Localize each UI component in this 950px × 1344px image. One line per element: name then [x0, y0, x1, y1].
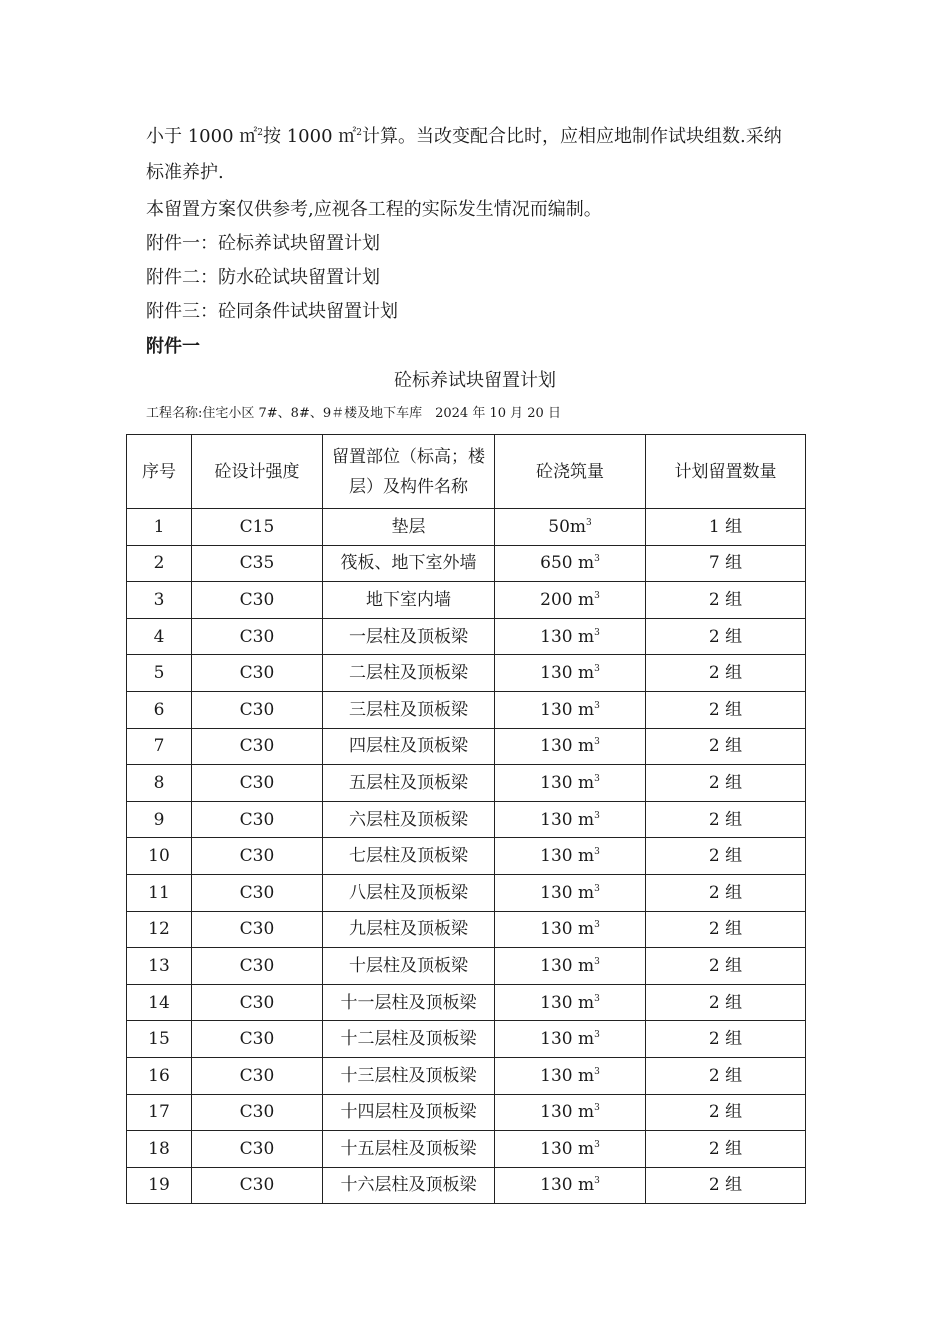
- attachment-item-3: 附件三：砼同条件试块留置计划: [146, 301, 398, 322]
- cell-volume: [495, 545, 646, 582]
- cell-quantity: [646, 509, 806, 546]
- cell-grade: [192, 509, 323, 546]
- cell-no-text: 9: [153, 809, 165, 830]
- cell-no-text: 14: [148, 992, 170, 1013]
- cell-quantity: [646, 1094, 806, 1131]
- cell-volume-text: 130 m: [540, 1175, 595, 1196]
- cell-quantity-text: 2 组: [708, 1102, 743, 1123]
- cell-location: [323, 1021, 495, 1058]
- cubic-superscript: 3: [594, 883, 600, 894]
- cell-location: [323, 1057, 495, 1094]
- intro-paragraph-line-1: [146, 120, 816, 154]
- cell-no: [127, 948, 192, 985]
- cell-volume: [495, 911, 646, 948]
- cell-location-text: 十一层柱及顶板梁: [340, 992, 477, 1013]
- cell-location: [323, 1131, 495, 1168]
- cell-no: [127, 655, 192, 692]
- cubic-superscript: 3: [594, 1139, 600, 1150]
- cell-volume-text: 130 m: [540, 772, 595, 793]
- cell-volume: [495, 1167, 646, 1204]
- cell-quantity: [646, 1021, 806, 1058]
- cell-volume: [495, 874, 646, 911]
- cell-no: [127, 1131, 192, 1168]
- cell-volume: [495, 691, 646, 728]
- cell-volume: [495, 765, 646, 802]
- cell-location: [323, 874, 495, 911]
- table-row: [127, 874, 806, 911]
- cell-location: [323, 948, 495, 985]
- cell-volume: [495, 1021, 646, 1058]
- cell-grade: [192, 801, 323, 838]
- cell-quantity-text: 2 组: [708, 626, 743, 647]
- table-body: [127, 509, 806, 1204]
- cell-no: [127, 691, 192, 728]
- cell-no: [127, 509, 192, 546]
- cell-no: [127, 618, 192, 655]
- cell-volume: [495, 948, 646, 985]
- cell-quantity: [646, 948, 806, 985]
- header-location: 留置部位（标高；楼层）及构件名称: [323, 435, 495, 509]
- cell-grade: [192, 1167, 323, 1204]
- cell-no: [127, 801, 192, 838]
- cubic-superscript: 3: [594, 1030, 600, 1041]
- cell-volume-text: 130 m: [540, 736, 595, 757]
- cell-quantity-text: 2 组: [708, 663, 743, 684]
- cell-grade: [192, 1094, 323, 1131]
- cell-location-text: 四层柱及顶板梁: [349, 736, 468, 757]
- header-quantity: 计划留置数量: [646, 435, 806, 509]
- cell-location-text: 筏板、地下室外墙: [340, 553, 477, 574]
- table-row: [127, 582, 806, 619]
- cell-volume-text: 130 m: [540, 1065, 595, 1086]
- cell-quantity: [646, 765, 806, 802]
- project-info-line: 工程名称:住宅小区 7#、8#、9＃楼及地下车库 2024 年 10 月 20 日: [146, 406, 561, 421]
- cell-grade-text: C30: [239, 626, 275, 647]
- cell-volume-text: 50m: [548, 516, 587, 537]
- table-row: [127, 691, 806, 728]
- cell-no-text: 18: [148, 1138, 170, 1159]
- cell-volume-text: 130 m: [540, 809, 595, 830]
- cell-quantity-text: 2 组: [708, 846, 743, 867]
- table-row: [127, 1057, 806, 1094]
- cell-grade: [192, 874, 323, 911]
- cell-location: [323, 618, 495, 655]
- cell-no: [127, 765, 192, 802]
- table-row: [127, 765, 806, 802]
- table-row: [127, 545, 806, 582]
- cell-quantity-text: 2 组: [708, 882, 743, 903]
- cell-no-text: 5: [153, 663, 165, 684]
- cell-grade-text: C30: [239, 772, 275, 793]
- cell-quantity: [646, 728, 806, 765]
- cell-quantity-text: 2 组: [708, 919, 743, 940]
- table-row: [127, 509, 806, 546]
- cell-location-text: 三层柱及顶板梁: [349, 699, 468, 720]
- cell-no: [127, 911, 192, 948]
- intro-text-c: 计算。当改变配合比时，应相应地制作试块组数.采纳: [362, 126, 782, 147]
- cell-no-text: 6: [153, 699, 165, 720]
- cubic-superscript: 3: [594, 627, 600, 638]
- cell-location: [323, 838, 495, 875]
- intro-paragraph-line-3: 本留置方案仅供参考,应视各工程的实际发生情况而编制。: [146, 199, 602, 220]
- cell-no-text: 10: [148, 846, 170, 867]
- cell-location-text: 五层柱及顶板梁: [349, 772, 468, 793]
- cell-location-text: 八层柱及顶板梁: [349, 882, 468, 903]
- cell-no: [127, 1021, 192, 1058]
- specimen-plan-table: [126, 434, 806, 1204]
- cell-location-text: 九层柱及顶板梁: [349, 919, 468, 940]
- cubic-superscript: 3: [594, 810, 600, 821]
- cell-grade: [192, 618, 323, 655]
- cell-no-text: 16: [148, 1065, 170, 1086]
- cell-location: [323, 1167, 495, 1204]
- cell-quantity: [646, 582, 806, 619]
- cell-no-text: 19: [148, 1175, 170, 1196]
- cubic-superscript: 3: [594, 1066, 600, 1077]
- cell-volume-text: 130 m: [540, 919, 595, 940]
- cubic-superscript: 3: [594, 737, 600, 748]
- cell-location: [323, 545, 495, 582]
- cell-quantity: [646, 801, 806, 838]
- cell-quantity: [646, 984, 806, 1021]
- cell-grade-text: C30: [239, 919, 275, 940]
- cell-location-text: 垫层: [391, 516, 426, 537]
- cell-location-text: 十六层柱及顶板梁: [340, 1175, 477, 1196]
- cell-quantity-text: 2 组: [708, 1175, 743, 1196]
- cell-location-text: 六层柱及顶板梁: [349, 809, 468, 830]
- cell-no-text: 11: [148, 882, 170, 903]
- cell-volume: [495, 984, 646, 1021]
- cell-location: [323, 509, 495, 546]
- header-volume: 砼浇筑量: [495, 435, 646, 509]
- cell-grade-text: C30: [239, 1138, 275, 1159]
- cell-grade: [192, 984, 323, 1021]
- cell-no: [127, 1094, 192, 1131]
- cell-volume-text: 130 m: [540, 626, 595, 647]
- intro-text-a: 小于 1000 ㎡: [146, 126, 258, 147]
- cell-no: [127, 582, 192, 619]
- cell-quantity: [646, 655, 806, 692]
- cell-quantity: [646, 874, 806, 911]
- cell-grade: [192, 1021, 323, 1058]
- cell-volume: [495, 1131, 646, 1168]
- cell-no-text: 4: [153, 626, 165, 647]
- cubic-superscript: 3: [594, 1176, 600, 1187]
- cell-grade-text: C30: [239, 1175, 275, 1196]
- table-row: [127, 1167, 806, 1204]
- cell-location: [323, 655, 495, 692]
- cubic-superscript: 3: [594, 920, 600, 931]
- cell-quantity-text: 2 组: [708, 955, 743, 976]
- cubic-superscript: 3: [586, 517, 592, 528]
- cell-quantity-text: 2 组: [708, 772, 743, 793]
- cell-grade: [192, 728, 323, 765]
- cell-grade-text: C30: [239, 736, 275, 757]
- cubic-superscript: 3: [594, 1103, 600, 1114]
- cell-grade-text: C30: [239, 663, 275, 684]
- cell-location: [323, 691, 495, 728]
- cell-no-text: 15: [148, 1029, 170, 1050]
- cell-volume: [495, 728, 646, 765]
- cell-quantity: [646, 1057, 806, 1094]
- cell-volume-text: 130 m: [540, 1102, 595, 1123]
- cell-volume-text: 200 m: [540, 589, 595, 610]
- cell-quantity: [646, 1167, 806, 1204]
- attachment-item-1: 附件一：砼标养试块留置计划: [146, 233, 380, 254]
- cell-grade-text: C30: [239, 809, 275, 830]
- cell-volume-text: 130 m: [540, 992, 595, 1013]
- cell-volume-text: 130 m: [540, 846, 595, 867]
- cell-grade: [192, 1057, 323, 1094]
- cell-grade-text: C15: [239, 516, 275, 537]
- cell-volume-text: 650 m: [540, 553, 595, 574]
- cubic-superscript: 3: [594, 773, 600, 784]
- cell-no: [127, 1057, 192, 1094]
- table-header-row: [127, 435, 806, 509]
- cell-grade: [192, 838, 323, 875]
- cell-grade: [192, 1131, 323, 1168]
- cell-no-text: 17: [148, 1102, 170, 1123]
- cell-quantity: [646, 911, 806, 948]
- section-label: 附件一: [146, 336, 200, 357]
- table-row: [127, 1021, 806, 1058]
- cubic-superscript: 3: [594, 847, 600, 858]
- cell-grade-text: C30: [239, 992, 275, 1013]
- cell-grade-text: C30: [239, 882, 275, 903]
- cell-volume: [495, 1094, 646, 1131]
- table-row: [127, 655, 806, 692]
- cubic-superscript: 3: [594, 664, 600, 675]
- cell-quantity-text: 2 组: [708, 736, 743, 757]
- cell-no: [127, 1167, 192, 1204]
- cell-volume: [495, 801, 646, 838]
- cell-location-text: 十四层柱及顶板梁: [340, 1102, 477, 1123]
- cell-no: [127, 874, 192, 911]
- attachment-item-2: 附件二：防水砼试块留置计划: [146, 267, 380, 288]
- cell-location: [323, 582, 495, 619]
- cell-location: [323, 911, 495, 948]
- cell-no-text: 12: [148, 919, 170, 940]
- cell-location: [323, 801, 495, 838]
- table-row: [127, 911, 806, 948]
- cell-location-text: 一层柱及顶板梁: [349, 626, 468, 647]
- superscript: 2: [257, 128, 263, 138]
- cell-quantity: [646, 545, 806, 582]
- cell-grade: [192, 545, 323, 582]
- intro-paragraph-line-2: 标准养护.: [146, 162, 224, 183]
- table-title: 砼标养试块留置计划: [394, 370, 556, 391]
- cell-grade-text: C30: [239, 1102, 275, 1123]
- cell-volume-text: 130 m: [540, 699, 595, 720]
- cell-grade-text: C30: [239, 955, 275, 976]
- cell-volume-text: 130 m: [540, 955, 595, 976]
- cell-quantity-text: 2 组: [708, 1065, 743, 1086]
- cubic-superscript: 3: [594, 554, 600, 565]
- table-row: [127, 1131, 806, 1168]
- cell-no: [127, 838, 192, 875]
- cell-volume: [495, 509, 646, 546]
- cell-volume-text: 130 m: [540, 663, 595, 684]
- table-row: [127, 618, 806, 655]
- table-row: [127, 984, 806, 1021]
- cubic-superscript: 3: [594, 956, 600, 967]
- cell-location-text: 十二层柱及顶板梁: [340, 1029, 477, 1050]
- cell-location-text: 十层柱及顶板梁: [349, 955, 468, 976]
- cell-location-text: 十五层柱及顶板梁: [340, 1138, 477, 1159]
- cell-location-text: 二层柱及顶板梁: [349, 663, 468, 684]
- cell-quantity-text: 2 组: [708, 1029, 743, 1050]
- cell-no-text: 2: [153, 553, 165, 574]
- cell-quantity-text: 2 组: [708, 809, 743, 830]
- cell-volume: [495, 838, 646, 875]
- cell-quantity: [646, 838, 806, 875]
- table-row: [127, 728, 806, 765]
- cell-no-text: 1: [153, 516, 165, 537]
- superscript: 2: [356, 128, 362, 138]
- header-no: 序号: [127, 435, 192, 509]
- cell-no-text: 13: [148, 955, 170, 976]
- cell-location: [323, 984, 495, 1021]
- cell-volume-text: 130 m: [540, 1029, 595, 1050]
- cell-no: [127, 545, 192, 582]
- table-row: [127, 801, 806, 838]
- cell-grade-text: C30: [239, 1065, 275, 1086]
- cell-grade-text: C35: [239, 553, 275, 574]
- cell-volume: [495, 618, 646, 655]
- cell-quantity-text: 7 组: [708, 553, 743, 574]
- cell-quantity-text: 2 组: [708, 1138, 743, 1159]
- cell-location: [323, 1094, 495, 1131]
- cell-grade: [192, 765, 323, 802]
- cell-grade: [192, 582, 323, 619]
- cell-quantity-text: 2 组: [708, 699, 743, 720]
- cell-no-text: 7: [153, 736, 165, 757]
- cell-quantity-text: 1 组: [708, 516, 743, 537]
- cell-location-text: 十三层柱及顶板梁: [340, 1065, 477, 1086]
- cell-location: [323, 728, 495, 765]
- cubic-superscript: 3: [594, 590, 600, 601]
- cell-location: [323, 765, 495, 802]
- cell-location-text: 七层柱及顶板梁: [349, 846, 468, 867]
- cell-grade: [192, 655, 323, 692]
- cell-grade-text: C30: [239, 589, 275, 610]
- table-row: [127, 948, 806, 985]
- cell-grade: [192, 911, 323, 948]
- header-grade: 砼设计强度: [192, 435, 323, 509]
- cell-grade-text: C30: [239, 846, 275, 867]
- cell-quantity: [646, 618, 806, 655]
- cell-quantity-text: 2 组: [708, 992, 743, 1013]
- cell-volume: [495, 1057, 646, 1094]
- cell-no: [127, 728, 192, 765]
- cell-grade-text: C30: [239, 1029, 275, 1050]
- cell-location-text: 地下室内墙: [366, 589, 451, 610]
- cell-volume-text: 130 m: [540, 882, 595, 903]
- cubic-superscript: 3: [594, 700, 600, 711]
- cell-volume: [495, 582, 646, 619]
- cell-grade: [192, 948, 323, 985]
- cell-no-text: 3: [153, 589, 165, 610]
- cell-no-text: 8: [153, 772, 165, 793]
- cubic-superscript: 3: [594, 993, 600, 1004]
- cell-quantity-text: 2 组: [708, 589, 743, 610]
- cell-quantity: [646, 1131, 806, 1168]
- cell-no: [127, 984, 192, 1021]
- cell-grade: [192, 691, 323, 728]
- cell-grade-text: C30: [239, 699, 275, 720]
- cell-volume: [495, 655, 646, 692]
- table-row: [127, 838, 806, 875]
- cell-volume-text: 130 m: [540, 1138, 595, 1159]
- cell-quantity: [646, 691, 806, 728]
- intro-text-b: 按 1000 ㎡: [263, 126, 357, 147]
- table-row: [127, 1094, 806, 1131]
